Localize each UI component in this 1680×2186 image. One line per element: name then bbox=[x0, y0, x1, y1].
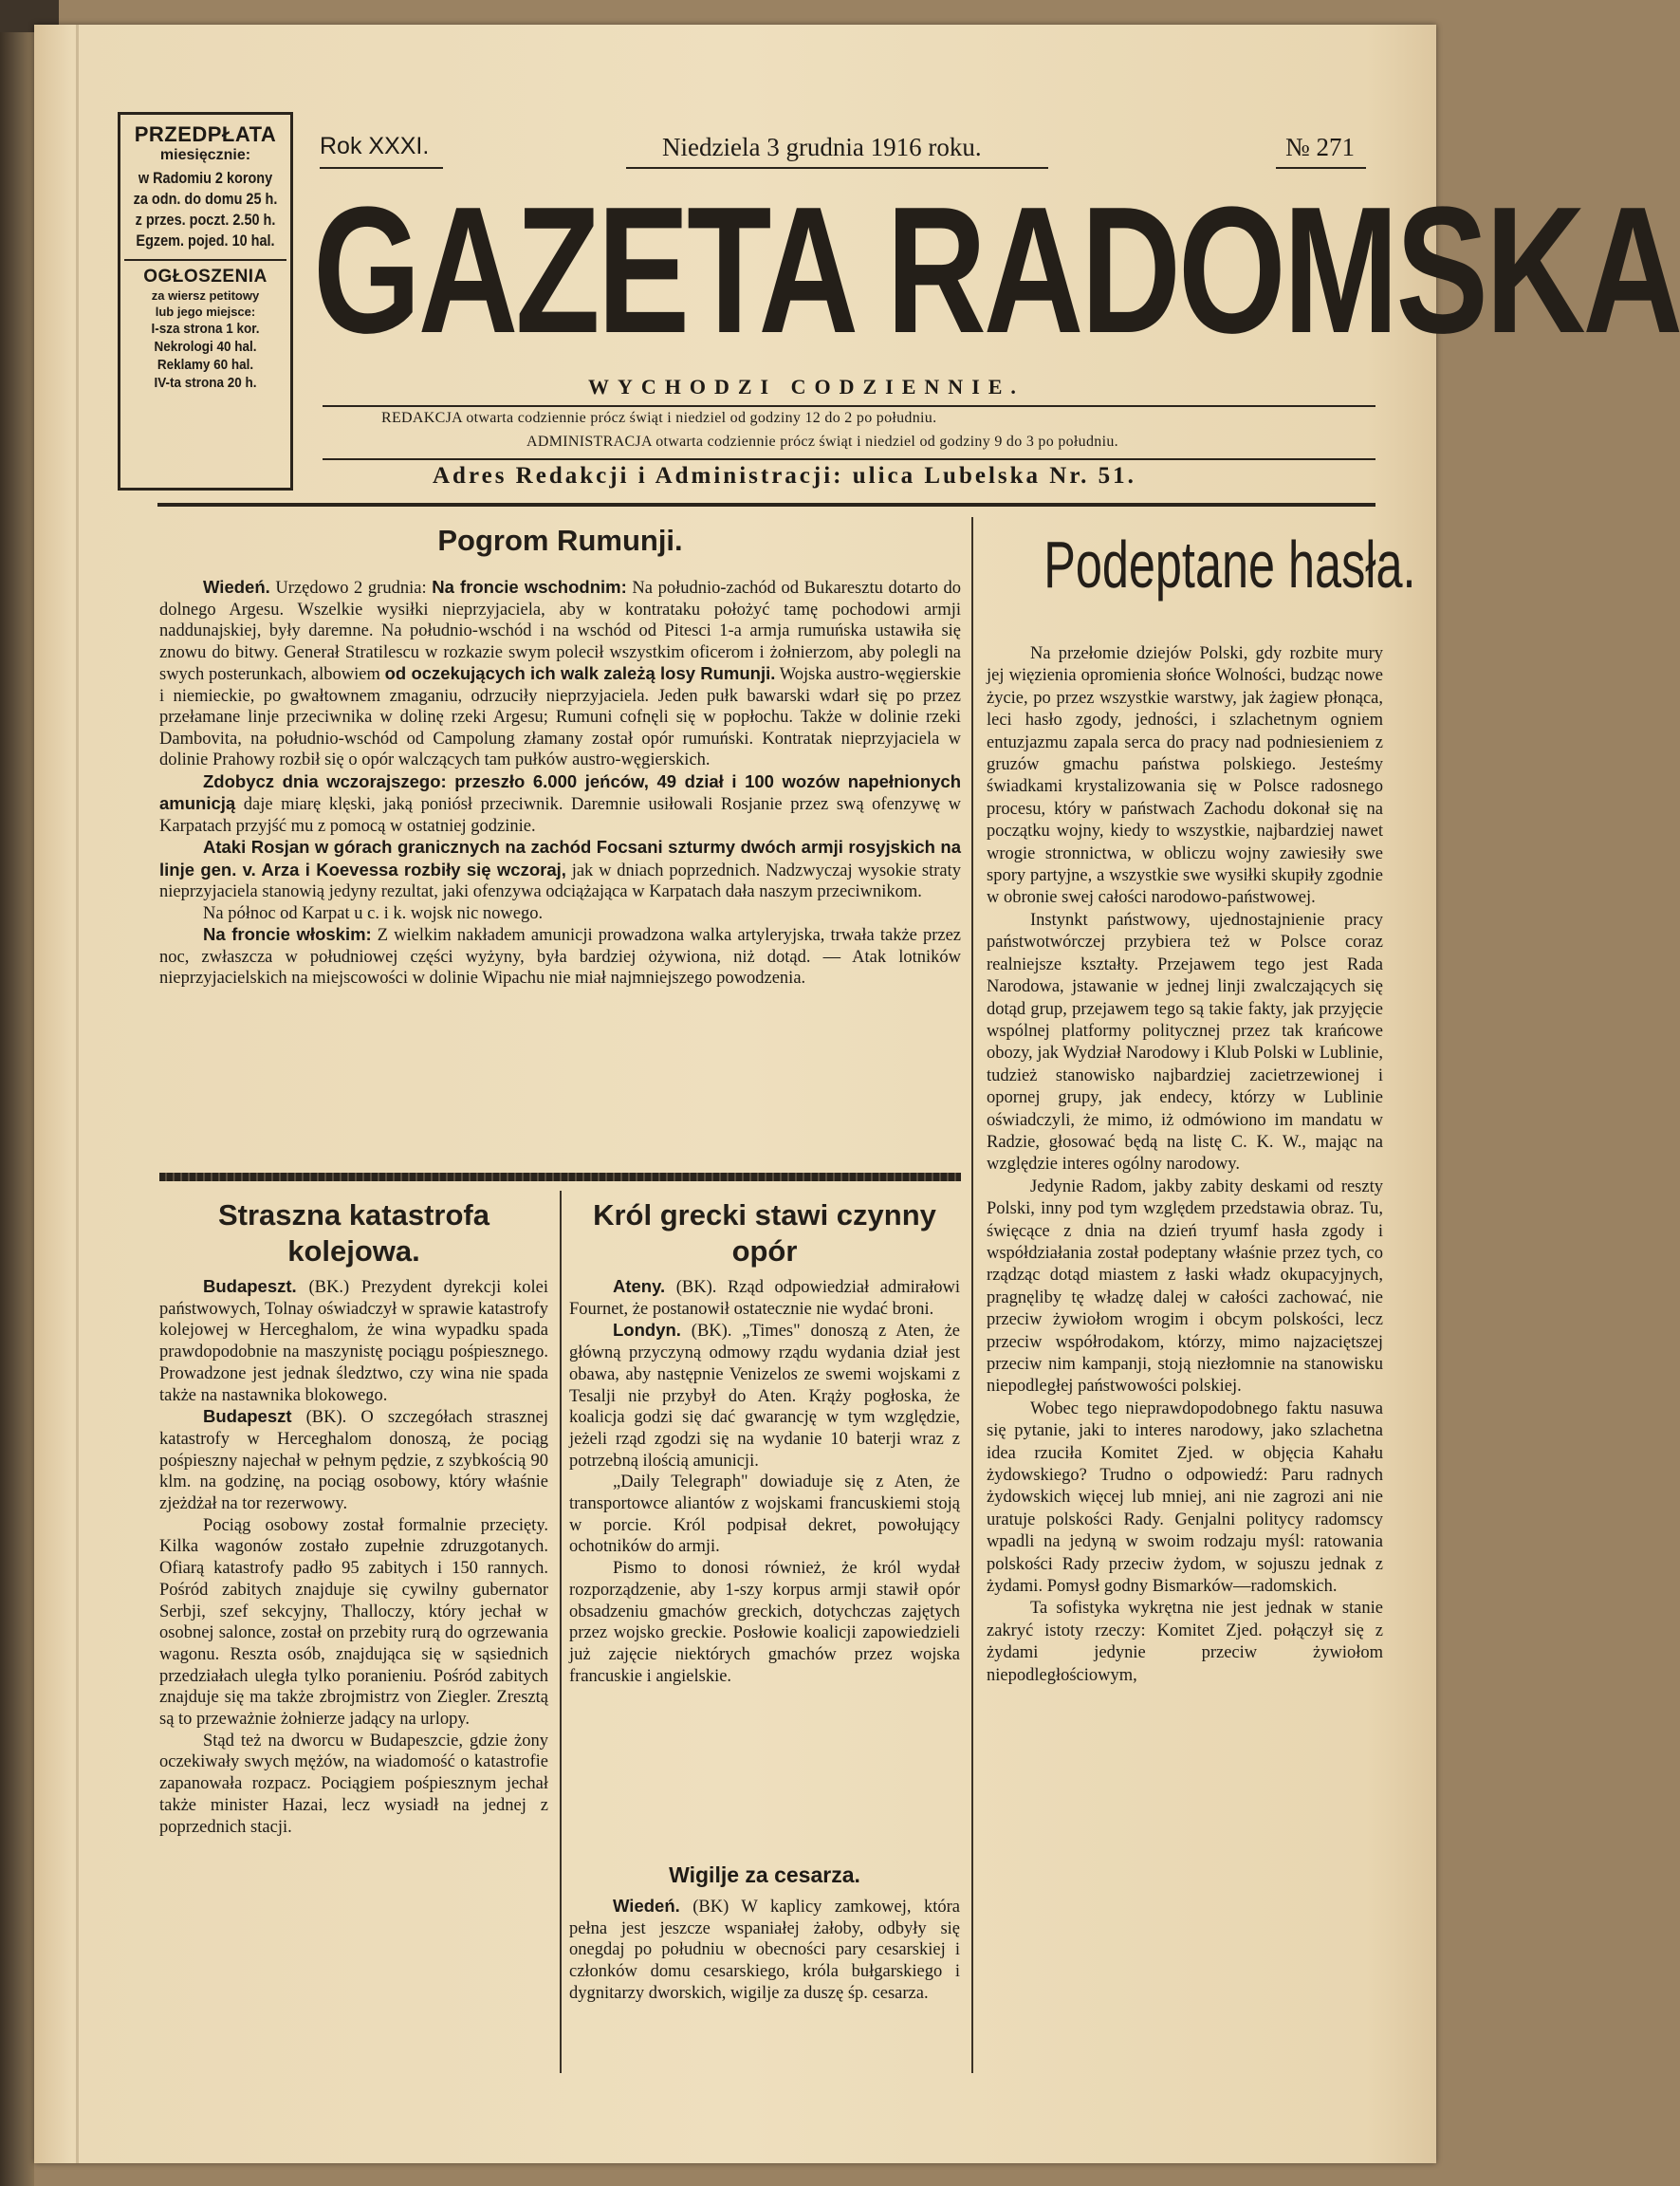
text-run: (BK). Rząd odpowiedział admirałowi Fournet, że postanowił ostatecznie nie wydać broni. bbox=[569, 1278, 960, 1319]
paragraph: Instynkt państwowy, ujednostajnienie pracy państwotwórczej przybiera też w Polsce coraz realniejsze kształty. Przejawem tego jest Rada Narodowa, jstawanie w jednej linji zwalczających się dotąd grup, przejawem tego są takie fakty, jak przyjęcie wspólnej platformy politycznej przez tak krańcowe obozy, jak Wydział Narodowy i Klub Polski w Lublinie, tudzież stanowisko najbardziej zacietrzewionej i opornej grupy, jak endecy, którzy w Lublinie oświadczyli, że mimo, iż odmówiono im mandatu w Radzie, głosować będą na listę C. K. W., mając na względzie interes ogólny narodowy. bbox=[987, 910, 1383, 1175]
paragraph: Stąd też na dworcu w Budapeszcie, gdzie żony oczekiwały swych mężów, na wiadomość o katastrofie zapanowała rozpacz. Pociągiem pośpiesznym jechał także minister Hazai, lecz wysiadł na jednej z poprzednich stacji. bbox=[159, 1731, 548, 1837]
office-rule-bottom bbox=[323, 458, 1375, 460]
title-line: kolejowa. bbox=[287, 1234, 420, 1268]
text-run: (BK.) Prezydent dyrekcji kolei państwowych, Tolnay oświadczył w sprawie katastrofy kolejowej w Herceghalom, że wina wypadku spada prawdopodobnie na maszynistę pociągu pośpiesznego. Prowadzone jest jednak śledztwo, czy wina nie spada także na nastawnika blokowego. bbox=[159, 1278, 548, 1405]
text-run: Z wielkim nakładem amunicji prowadzona walka artyleryjska, trwała także przez noc, zwłaszcza w południowej części wyżyny, była bardziej ożywiona, niż dotąd. — Atak lotników nieprzyjacielskich na miejscowości w dolinie Wipachu nie miał najmniejszego powodzenia. bbox=[159, 926, 961, 988]
issue-number: № 271 bbox=[1285, 133, 1356, 161]
article-body-wigilje bbox=[569, 1896, 960, 2005]
text-run: Na froncie włoskim: bbox=[203, 924, 372, 944]
paragraph: „Daily Telegraph" dowiaduje się z Aten, że transportowce aliantów z wojskami francuskiemi stoją w porcie. Król podpisał dekret, powołujący ochotników do armji. bbox=[569, 1473, 960, 1557]
subscription-box bbox=[118, 112, 293, 491]
subscription-line: Egzem. pojed. 10 hal. bbox=[136, 232, 275, 250]
article-body-krol bbox=[569, 1276, 960, 1687]
paragraph: Na północ od Karpat u c. i k. wojsk nic nowego. bbox=[203, 903, 544, 923]
ads-price: IV-ta strona 20 h. bbox=[154, 375, 257, 391]
header-rule bbox=[1276, 167, 1366, 169]
column-rule bbox=[971, 517, 973, 2073]
article-title-katastrofa bbox=[159, 1197, 548, 1269]
book-binding bbox=[0, 0, 34, 2186]
text-run: jak w dniach poprzednich. Nadzwyczaj wysokie straty nieprzyjaciela stanowią jedyny rezultat, jaki ofenzywa odciążająca w Karpatach dała naszym przeciwnikom. bbox=[159, 861, 961, 901]
text-run: Na południo-zachód od Bukaresztu dotarto do dolnego Argesu. Wszelkie wysiłki nieprzyjaciela, aby w kontrataku położyć tamę pochodowi armji naddunajskiej, były daremne. Na południo-wschód i na wschód od Pitesci 1-a armja rumuńska ustawiła się znowu do bitwy. Generał Stratilescu w rozkazie swym polecił wszystkim oficerom i żołnierzom, aby polegli na swych posterunkach, albowiem bbox=[159, 579, 961, 684]
text-run: rozbiły się wczoraj, bbox=[403, 859, 566, 880]
paragraph: Pociąg osobowy został formalnie przecięty. Kilka wagonów zostało zupełnie zdruzgotanych. Ofiarą katastrofy padło 95 zabitych i 150 rannych. Pośród zabitych znajduje się cywilny gubernator Serbji, szef sekcyjny, Thalloczy, który jechał w osobnej salonce, został on przebity rurą do ogrzewania wagonu. Reszta osób, znajdująca się w sąsiednich przedziałach uległa tylko poranieniu. Pośród zabitych znajduje się ma także zbrojmistrz von Ziegler. Zresztą są to przeważnie żołnierze jadący na urlopy. bbox=[159, 1515, 548, 1730]
article-body-katastrofa bbox=[159, 1276, 548, 1838]
title-line: Król grecki stawi czynny bbox=[593, 1198, 936, 1232]
editorial-hours: REDAKCJA otwarta codziennie prócz świąt i niedziel od godziny 12 do 2 po południu. bbox=[381, 410, 937, 426]
ads-title: OGŁOSZENIA bbox=[143, 267, 268, 287]
paragraph: Jedynie Radom, jakby zabity deskami od reszty Polski, inny pod tym względem przedstawia obraz. Tu, święcące z dnia na dzień tryumf hasła zgody i współdziałania został podeptany właśnie przez tych, co rządząc dotąd miastem z łaski władz okupacyjnych, pragnęliby tę władzę dalej w całości zachować, nie przeciw żywiołom wrogim i obcym polskości, lecz przeciw współrodakom, którzy, mimo najzaciętszej przeciw nim kampanji, stoją niezłomnie na stanowisku niepodległej państwowości polskiej. bbox=[987, 1176, 1383, 1397]
text-run: Zdobycz dnia wczorajszego: przeszło bbox=[203, 770, 533, 791]
ads-price: Reklamy 60 hal. bbox=[157, 357, 254, 373]
text-run: daje miarę klęski, jaką poniósł przeciwnik. Daremnie usiłowali Rosjanie przez swą ofenzywę w Karpatach przyjść mu z pomocą w ostatniej godzinie. bbox=[159, 795, 961, 836]
page-fold bbox=[76, 25, 79, 2163]
dateline: Ateny. bbox=[613, 1276, 666, 1296]
article-title-krol bbox=[569, 1197, 960, 1269]
ads-line: za wiersz petitowy bbox=[151, 288, 260, 303]
text-run: Na froncie wschodnim: bbox=[432, 577, 627, 597]
issue-date: Niedziela 3 grudnia 1916 roku. bbox=[662, 133, 982, 161]
text-run: Wojska austro-węgierskie i niemieckie, po gwałtownem zmaganiu, odrzuciły nieprzyjaciela. Jeden pułk bawarski wdarł się po przez przełamane linje przeciwnika w dolinę rzeki Argesu; Rumuni cofnęli się w popłochu. Także w dolinie rzeki Dambovita, na południo-wschód od Campolung złamany został opór rumuński. Kontratak nieprzyjaciela w dolinie Prahowy rozbił się o opór walczących tam pułków austro-węgierskich. bbox=[159, 665, 962, 769]
text-run: (BK). „Times" donoszą z Aten, że główną przyczyną odmowy rządu wydania dział jest obawa, aby następnie Venizelos ze swemi wojskami z Tesalji nie przybył do Aten. Krąży pogłoska, że koalicja godzi się dać gwarancję w tym względzie, jeżeli rząd zgodzi się na wydanie 10 baterji wraz z potrzebną ilością amunicji. bbox=[569, 1322, 960, 1471]
paragraph: Pismo to donosi również, że król wydał rozporządzenie, aby 1-szy korpus armji stawił opór obsadzeniu gmachów greckich, dotychczas zajętych przez wojsko greckie. Posłowie koalicji zapowiedzieli już zajęcie niektórych gmachów przez wojska francuskie i angielskie. bbox=[569, 1559, 960, 1686]
administration-hours: ADMINISTRACJA otwarta codziennie prócz świąt i niedziel od godziny 9 do 3 po południu. bbox=[526, 434, 1118, 450]
text-run: (BK) W kaplicy zamkowej, która pełna jest jeszcze wspaniałej żałoby, odbyły się onegdaj po południu w obecności pary cesarskiej i członków domu cesarskiego, króla bułgarskiego i dygnitarzy dworskich, wigilje za duszę śp. cesarza. bbox=[569, 1898, 960, 2003]
article-body-podeptane bbox=[987, 643, 1383, 1687]
dateline: Wiedeń. bbox=[203, 577, 270, 597]
text-run: (BK). O szczegółach strasznej katastrofy w Herceghalom donoszą, że pociąg pośpieszny najechał w pełnym pędzie, z szybkością 90 klm. na godzinę, na pociąg osobowy, który właśnie zjeżdżał na tor rezerwowy. bbox=[159, 1408, 548, 1514]
masthead-subtitle: WYCHODZI CODZIENNIE. bbox=[588, 375, 1025, 398]
article-title-pogrom: Pogrom Rumunji. bbox=[437, 524, 683, 557]
office-rule-top bbox=[323, 405, 1375, 407]
header-bottom-rule bbox=[157, 503, 1375, 507]
dateline: Wiedeń. bbox=[613, 1896, 680, 1916]
column-rule bbox=[560, 1191, 562, 2073]
ads-line: lub jego miejsce: bbox=[155, 305, 256, 319]
ads-price: Nekrologi 40 hal. bbox=[154, 339, 257, 355]
subscription-line: z przes. poczt. 2.50 h. bbox=[135, 211, 276, 229]
subscription-line: w Radomiu 2 korony bbox=[138, 169, 273, 187]
subscription-title: PRZEDPŁATA bbox=[134, 122, 277, 146]
paragraph: Na przełomie dziejów Polski, gdy rozbite mury jej więzienia opromienia słońce Wolności, budząc nowe życie, po przez wszystkie warstwy, jak żagiew płonąca, leci hasło zgody, jedności, i szlachetnym ogniem entuzjazmu zapala serca do pracy nad podniesieniem z gruzów gmachu państwa polskiego. Jesteśmy świadkami krystalizowania się w Polsce radosnego procesu, który w państwach Zachodu dokonał się na początku wojny, kiedy to wszystkie, najbardziej nawet wrogie stronnictwa, w obliczu wojny zawiesiły swe spory partyjne, a wszystkie swe wysiłki skupiły zgodnie w obronie swej całości narodowo-państwowej. bbox=[987, 644, 1383, 908]
dateline: Londyn. bbox=[613, 1320, 681, 1341]
article-title-wigilje: Wigilje za cesarza. bbox=[669, 1862, 860, 1887]
subscription-line: za odn. do domu 25 h. bbox=[133, 190, 278, 208]
text-run: Ataki Rosjan w górach granicznych na zachód Focsani szturmy dwóch armji rosyjskich na linje gen. v. Arza i Koevessa bbox=[159, 837, 961, 880]
section-divider bbox=[159, 1173, 961, 1181]
address-line: Adres Redakcji i Administracji: ulica Lubelska Nr. 51. bbox=[433, 463, 1136, 489]
paragraph: Ta sofistyka wykrętna nie jest jednak w stanie zakryć istoty rzeczy: Komitet Zjed. połączył się z żydami jedynie przeciw żywiołom niepodległościowym, bbox=[987, 1599, 1383, 1685]
subscription-separator bbox=[124, 259, 286, 261]
year-label: Rok XXXI. bbox=[320, 133, 430, 159]
dateline: Budapeszt. bbox=[203, 1276, 297, 1296]
article-body-pogrom bbox=[159, 577, 961, 990]
text-run: 6.000 jeńców, 49 dział i 100 wozów napełnionych amunicją bbox=[159, 770, 961, 813]
ads-price: I-sza strona 1 kor. bbox=[151, 321, 260, 337]
text-run: od oczekujących ich walk zależą losy Rumunji. bbox=[384, 663, 776, 683]
title-line: opór bbox=[731, 1234, 798, 1268]
subscription-subtitle: miesięcznie: bbox=[159, 147, 251, 163]
article-title-podeptane: Podeptane hasła. bbox=[1043, 528, 1416, 602]
masthead-title: GAZETA RADOMSKA bbox=[313, 170, 1680, 371]
text-run: Urzędowo 2 grudnia: bbox=[269, 579, 433, 598]
dateline: Budapeszt bbox=[203, 1406, 292, 1427]
paragraph: Wobec tego nieprawdopodobnego faktu nasuwa się pytanie, jaki to interes narodowy, jako szlachetna idea rzuciła Komitet Zjed. w objęcia Kahału żydowskiego? Trudno o odpowiedź: Paru radnych żydowskich więcej lub mniej, ani nie zagrozi ani nie uratuje polskości Rady. Genjalni politycy radomscy wpadli na jedyną w swoim rodzaju myśl: ratowania polskości Rady przeciw żydom, w sojuszu jednak z żydami. Pomysł godny Bismarków—radomskich. bbox=[987, 1399, 1383, 1597]
title-line: Straszna katastrofa bbox=[217, 1198, 489, 1232]
